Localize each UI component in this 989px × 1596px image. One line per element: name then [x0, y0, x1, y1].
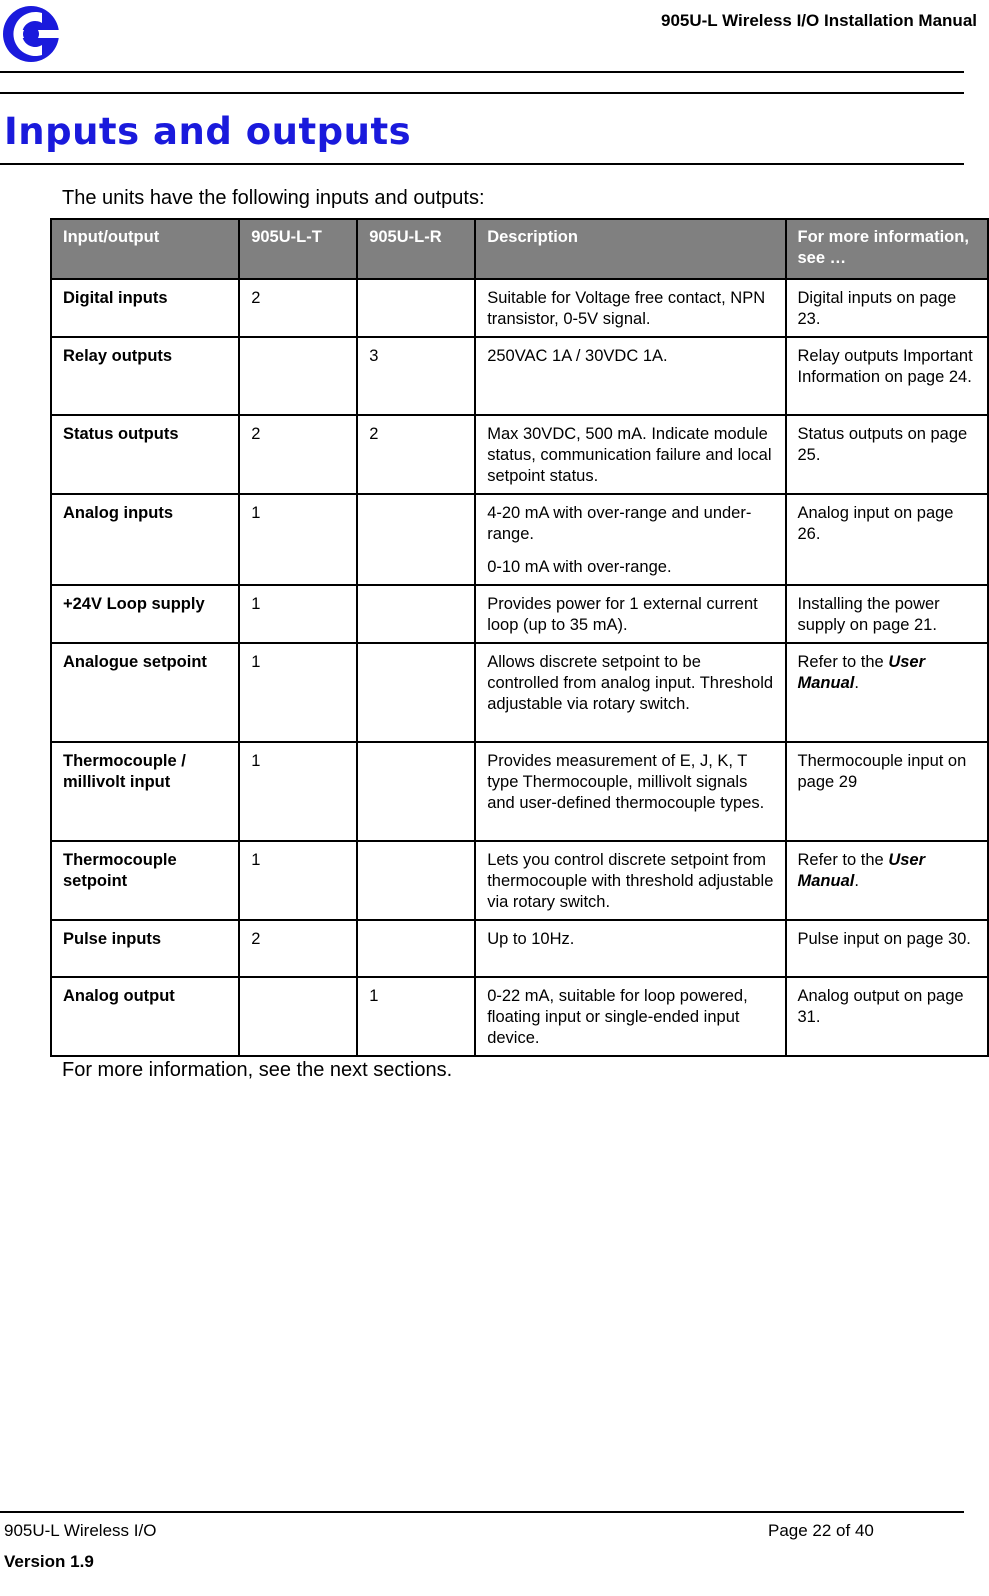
- row-description: Suitable for Voltage free contact, NPN transistor, 0-5V signal.: [475, 279, 785, 337]
- row-name: Thermocouple / millivolt input: [51, 742, 239, 841]
- col-header-more: For more information, see …: [786, 219, 989, 279]
- io-table: [50, 218, 989, 1057]
- row-name: Analog output: [51, 977, 239, 1056]
- row-name: Digital inputs: [51, 279, 239, 337]
- row-r-count: 2: [357, 415, 475, 494]
- footer-version: Version 1.9: [4, 1552, 94, 1571]
- table-row: [51, 415, 988, 494]
- row-description: 250VAC 1A / 30VDC 1A.: [475, 337, 785, 415]
- user-manual-ref: User Manual: [797, 653, 926, 692]
- more-prefix: Refer to the: [797, 653, 889, 671]
- table-row: [51, 279, 988, 337]
- more-prefix: Refer to the: [797, 851, 889, 869]
- col-header-io: Input/output: [51, 219, 239, 279]
- col-header-t: 905U-L-T: [239, 219, 357, 279]
- table-row: [51, 494, 988, 585]
- page-number: Page 22 of 40: [768, 1521, 874, 1540]
- table-header-row: [51, 219, 988, 279]
- row-r-count: [357, 494, 475, 585]
- row-description: 0-22 mA, suitable for loop powered, floating input or single-ended input device.: [475, 977, 785, 1056]
- row-more-info: Digital inputs on page 23.: [786, 279, 989, 337]
- document-title: 905U-L Wireless I/O Installation Manual: [660, 11, 977, 30]
- row-r-count: [357, 920, 475, 977]
- row-r-count: [357, 585, 475, 643]
- table-row: [51, 920, 988, 977]
- more-suffix: .: [854, 674, 859, 692]
- row-r-count: [357, 742, 475, 841]
- col-header-r: 905U-L-R: [357, 219, 475, 279]
- title-rule-top: [0, 92, 964, 94]
- table-row: [51, 841, 988, 920]
- table-row: [51, 585, 988, 643]
- title-rule-bottom: [0, 163, 964, 165]
- row-name: Analog inputs: [51, 494, 239, 585]
- row-t-count: [239, 337, 357, 415]
- outro-text: For more information, see the next sections.: [62, 1059, 453, 1081]
- row-r-count: 1: [357, 977, 475, 1056]
- row-description: Provides power for 1 external current loop (up to 35 mA).: [475, 585, 785, 643]
- row-r-count: [357, 279, 475, 337]
- row-more-info: [786, 643, 989, 742]
- row-description-part2: 0-10 mA with over-range.: [487, 558, 672, 576]
- table-row: [51, 643, 988, 742]
- row-name: Pulse inputs: [51, 920, 239, 977]
- footer-rule: [0, 1511, 964, 1513]
- row-name: Status outputs: [51, 415, 239, 494]
- row-more-info: Pulse input on page 30.: [786, 920, 989, 977]
- row-t-count: 1: [239, 643, 357, 742]
- row-description: [475, 494, 785, 585]
- row-name: Relay outputs: [51, 337, 239, 415]
- row-more-info: Analog input on page 26.: [786, 494, 989, 585]
- row-description: Max 30VDC, 500 mA. Indicate module status, communication failure and local setpoint status.: [475, 415, 785, 494]
- row-name: Analogue setpoint: [51, 643, 239, 742]
- more-suffix: .: [854, 872, 859, 890]
- row-r-count: [357, 643, 475, 742]
- row-more-info: Thermocouple input on page 29: [786, 742, 989, 841]
- table-row: [51, 977, 988, 1056]
- company-logo-icon: [2, 0, 60, 68]
- page-title: Inputs and outputs: [4, 110, 412, 153]
- row-description: Up to 10Hz.: [475, 920, 785, 977]
- table-row: [51, 742, 988, 841]
- row-t-count: 2: [239, 279, 357, 337]
- row-more-info: Relay outputs Important Information on page 24.: [786, 337, 989, 415]
- row-r-count: [357, 841, 475, 920]
- row-t-count: 1: [239, 494, 357, 585]
- row-more-info: Analog output on page 31.: [786, 977, 989, 1056]
- row-t-count: [239, 977, 357, 1056]
- row-description-part1: 4-20 mA with over-range and under-range.: [487, 504, 752, 543]
- row-name: +24V Loop supply: [51, 585, 239, 643]
- table-row: [51, 337, 988, 415]
- row-more-info: Installing the power supply on page 21.: [786, 585, 989, 643]
- row-t-count: 2: [239, 920, 357, 977]
- row-description: Allows discrete setpoint to be controlled from analog input. Threshold adjustable via rotary switch.: [475, 643, 785, 742]
- row-t-count: 1: [239, 585, 357, 643]
- row-t-count: 1: [239, 841, 357, 920]
- row-r-count: 3: [357, 337, 475, 415]
- row-more-info: [786, 841, 989, 920]
- footer-product: 905U-L Wireless I/O: [4, 1521, 157, 1540]
- intro-text: The units have the following inputs and outputs:: [62, 187, 485, 209]
- row-t-count: 2: [239, 415, 357, 494]
- row-t-count: 1: [239, 742, 357, 841]
- row-name: Thermocouple setpoint: [51, 841, 239, 920]
- col-header-desc: Description: [475, 219, 785, 279]
- user-manual-ref: User Manual: [797, 851, 926, 890]
- row-more-info: Status outputs on page 25.: [786, 415, 989, 494]
- row-description: Lets you control discrete setpoint from thermocouple with threshold adjustable via rotary switch.: [475, 841, 785, 920]
- header-rule: [0, 71, 964, 73]
- row-description: Provides measurement of E, J, K, T type Thermocouple, millivolt signals and user-defined thermocouple types.: [475, 742, 785, 841]
